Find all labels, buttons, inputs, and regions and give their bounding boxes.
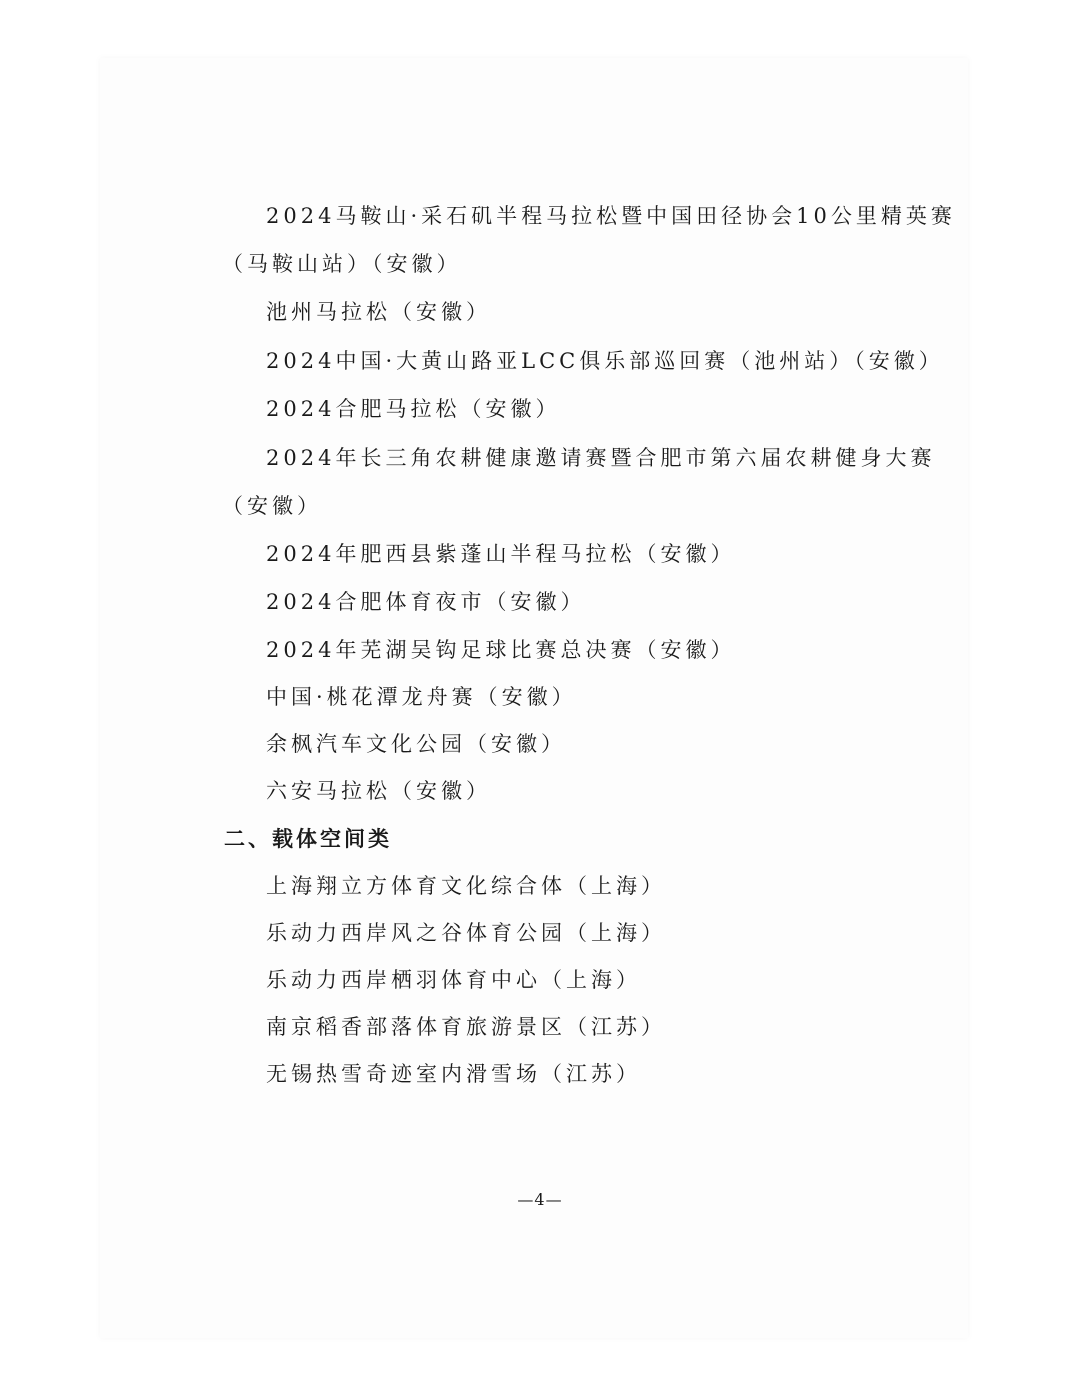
list-item: 中国·桃花潭龙舟赛（安徽） [266, 685, 577, 709]
list-item-continuation: （安徽） [222, 494, 322, 518]
list-item: 2024合肥马拉松（安徽） [266, 397, 561, 421]
list-item: 2024年芜湖吴钩足球比赛总决赛（安徽） [266, 638, 736, 662]
list-item: 2024合肥体育夜市（安徽） [266, 590, 586, 614]
list-item: 2024年肥西县紫蓬山半程马拉松（安徽） [266, 542, 736, 566]
list-item: 池州马拉松（安徽） [266, 300, 491, 324]
list-item: 六安马拉松（安徽） [266, 779, 491, 803]
list-item: 无锡热雪奇迹室内滑雪场（江苏） [266, 1062, 641, 1086]
list-item: 2024马鞍山·采石矶半程马拉松暨中国田径协会10公里精英赛 [266, 204, 956, 228]
list-item: 乐动力西岸栖羽体育中心（上海） [266, 968, 641, 992]
list-item-continuation: （马鞍山站）（安徽） [222, 252, 462, 276]
section-heading: 二、载体空间类 [224, 827, 392, 851]
list-item: 上海翔立方体育文化综合体（上海） [266, 874, 666, 898]
list-item: 2024年长三角农耕健康邀请赛暨合肥市第六届农耕健身大赛 [266, 446, 936, 470]
list-item: 南京稻香部落体育旅游景区（江苏） [266, 1015, 666, 1039]
list-item: 乐动力西岸风之谷体育公园（上海） [266, 921, 666, 945]
list-item: 余枫汽车文化公园（安徽） [266, 732, 566, 756]
page-number: —4— [517, 1190, 563, 1209]
list-item: 2024中国·大黄山路亚LCC俱乐部巡回赛（池州站）（安徽） [266, 349, 944, 373]
